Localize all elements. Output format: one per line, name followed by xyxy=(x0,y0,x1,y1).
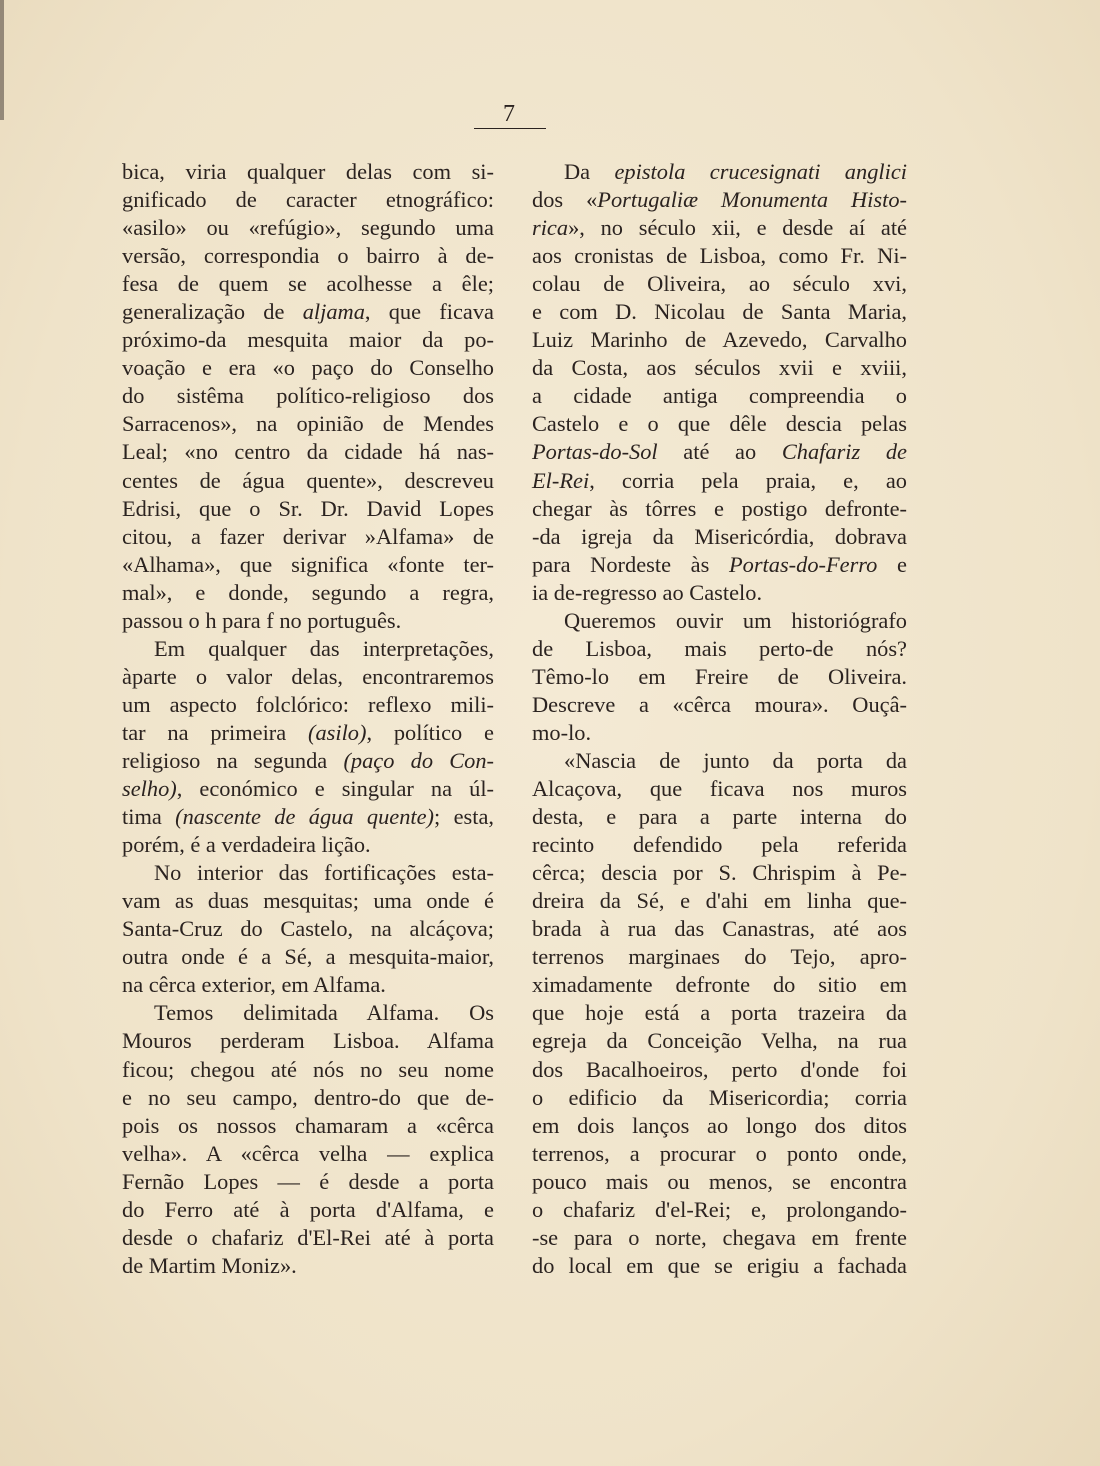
text-line: Temos delimitada Alfama. Os xyxy=(154,1000,494,1026)
text-line: do Ferro até à porta d'Alfama, e xyxy=(122,1196,494,1222)
text-line xyxy=(122,719,494,747)
text-line: passou o h para f no português. xyxy=(122,607,402,633)
text-line: Santa-Cruz do Castelo, na alcáçova; xyxy=(122,916,494,942)
text-line xyxy=(532,551,907,579)
text-line: do local em que se erigiu a fachada xyxy=(532,1252,907,1278)
page-number-rule xyxy=(474,128,546,129)
italic-text: Portas-do-Ferro xyxy=(728,551,878,577)
text-line: pois os nossos chamaram a «cêrca xyxy=(122,1112,494,1138)
text-line: mo-lo. xyxy=(532,719,592,745)
text-line: bica, viria qualquer delas com si- xyxy=(122,159,494,184)
text-segment: para Nordeste às xyxy=(532,551,729,577)
italic-text: Chafariz de xyxy=(781,439,907,465)
italic-text: (paço do Con- xyxy=(343,747,494,773)
text-line: terrenos, a procurar o ponto onde, xyxy=(532,1140,907,1166)
text-line: Fernão Lopes — é desde a porta xyxy=(122,1168,494,1194)
text-segment: religioso na segunda xyxy=(122,747,344,773)
text-line xyxy=(532,467,907,495)
text-segment: ; esta, xyxy=(434,804,494,830)
text-line xyxy=(532,186,907,214)
text-line: «Alhama», que significa «fonte ter- xyxy=(122,551,494,577)
text-line xyxy=(122,775,494,803)
text-line: cêrca; descia por S. Chrispim à Pe- xyxy=(532,860,907,886)
text-segment: tar na primeira xyxy=(122,719,308,745)
italic-text: El-Rei xyxy=(532,467,590,493)
text-segment: , corria pela praia, e, ao xyxy=(589,467,907,493)
text-line: fesa de quem se acolhesse a êle; xyxy=(122,271,494,297)
text-line: a cidade antiga compreendia o xyxy=(532,383,907,409)
left-text-column xyxy=(122,158,494,1280)
text-line: «asilo» ou «refúgio», segundo uma xyxy=(122,215,494,241)
text-line: Sarracenos», na opinião de Mendes xyxy=(122,411,494,437)
text-segment: tima xyxy=(122,804,176,830)
text-line xyxy=(122,747,494,775)
text-line: Castelo e o que dêle descia pelas xyxy=(532,411,907,437)
text-line: na cêrca exterior, em Alfama. xyxy=(122,972,386,998)
text-line: dreira da Sé, e d'ahi em linha que- xyxy=(532,888,907,914)
text-line: porém, é a verdadeira lição. xyxy=(122,832,371,858)
text-line xyxy=(122,803,494,831)
text-line: que hoje está a porta trazeira da xyxy=(532,1000,907,1026)
text-line: ia de-regresso ao Castelo. xyxy=(532,579,763,605)
text-segment: generalização de xyxy=(122,299,303,325)
italic-text: (asilo) xyxy=(307,719,367,745)
text-line xyxy=(122,298,494,326)
italic-text: (nascente de água quente) xyxy=(175,804,435,830)
text-line: o edificio da Misericordia; corria xyxy=(532,1084,907,1110)
text-line: de Lisboa, mais perto-de nós? xyxy=(532,635,907,661)
text-line xyxy=(532,158,907,186)
text-line: Edrisi, que o Sr. Dr. David Lopes xyxy=(122,495,494,521)
text-segment: e xyxy=(877,551,907,577)
text-line: Alcaçova, que ficava nos muros xyxy=(532,776,907,802)
text-line: Mouros perderam Lisboa. Alfama xyxy=(122,1028,494,1054)
text-line: da Costa, aos séculos xvii e xviii, xyxy=(532,355,907,381)
text-line: Leal; «no centro da cidade há nas- xyxy=(122,439,494,465)
text-line: brada à rua das Canastras, até aos xyxy=(532,916,907,942)
text-line: ximadamente defronte do sitio em xyxy=(532,972,907,998)
text-segment: Da xyxy=(564,159,615,184)
text-line xyxy=(532,438,907,466)
text-segment: , económico e singular na úl- xyxy=(176,776,494,802)
text-line: terrenos marginaes do Tejo, apro- xyxy=(532,944,907,970)
text-segment: », no século xii, e desde aí até xyxy=(568,215,907,241)
text-line: -se para o norte, chegava em frente xyxy=(532,1224,907,1250)
text-line: egreja da Conceição Velha, na rua xyxy=(532,1028,907,1054)
text-line: em dois lanços ao longo dos ditos xyxy=(532,1112,907,1138)
right-text-column xyxy=(532,158,907,1280)
italic-text: selho) xyxy=(122,776,177,802)
text-line: o chafariz d'el-Rei; e, prolongando- xyxy=(532,1196,907,1222)
text-line: um aspecto folclórico: reflexo mili- xyxy=(122,691,494,717)
text-line: mal», e donde, segundo a regra, xyxy=(122,579,494,605)
text-line: centes de água quente», descreveu xyxy=(122,467,494,493)
italic-text: epistola crucesignati anglici xyxy=(614,159,907,184)
text-segment: , político e xyxy=(366,719,494,745)
text-line: Queremos ouvir um historiógrafo xyxy=(564,607,907,633)
text-line: e no seu campo, dentro-do que de- xyxy=(122,1084,494,1110)
italic-text: Portugaliæ Monumenta Histo- xyxy=(597,187,907,213)
text-segment: dos « xyxy=(532,187,598,213)
text-line: colau de Oliveira, ao século xvi, xyxy=(532,271,907,297)
page-number: 7 xyxy=(503,101,515,127)
text-line: «Nascia de junto da porta da xyxy=(564,747,907,773)
text-line: voação e era «o paço do Conselho xyxy=(122,355,494,381)
italic-text: rica xyxy=(532,215,569,241)
text-line xyxy=(532,214,907,242)
text-line: versão, correspondia o bairro à de- xyxy=(122,243,494,269)
text-line: -da igreja da Misericórdia, dobrava xyxy=(532,523,907,549)
text-line: outra onde é a Sé, a mesquita-maior, xyxy=(122,944,494,970)
text-line: aos cronistas de Lisboa, como Fr. Ni- xyxy=(532,243,907,269)
text-line: e com D. Nicolau de Santa Maria, xyxy=(532,299,907,325)
text-line: do sistêma político-religioso dos xyxy=(122,383,494,409)
text-line: velha». A «cêrca velha — explica xyxy=(122,1140,494,1166)
text-line: Descreve a «cêrca moura». Ouçâ- xyxy=(532,691,907,717)
page-edge-shadow xyxy=(0,0,4,120)
text-line: gnificado de caracter etnográfico: xyxy=(122,187,494,213)
text-line: pouco mais ou menos, se encontra xyxy=(532,1168,907,1194)
italic-text: aljama xyxy=(302,299,365,325)
italic-text: Portas-do-Sol xyxy=(532,439,658,465)
text-line: ficou; chegou até nós no seu nome xyxy=(122,1056,494,1082)
text-line: recinto defendido pela referida xyxy=(532,832,907,858)
text-line: citou, a fazer derivar »Alfama» de xyxy=(122,523,494,549)
text-line: chegar às tôrres e postigo defronte- xyxy=(532,495,907,521)
text-line: vam as duas mesquitas; uma onde é xyxy=(122,888,494,914)
text-segment: até ao xyxy=(657,439,782,465)
text-line: Em qualquer das interpretações, xyxy=(154,635,494,661)
text-line: de Martim Moniz». xyxy=(122,1252,297,1278)
text-line: No interior das fortificações esta- xyxy=(154,860,494,886)
text-line: Têmo-lo em Freire de Oliveira. xyxy=(532,663,907,689)
text-line: dos Bacalhoeiros, perto d'onde foi xyxy=(532,1056,907,1082)
text-line: próximo-da mesquita maior da po- xyxy=(122,327,494,353)
text-segment: , que ficava xyxy=(364,299,494,325)
text-line: àparte o valor delas, encontraremos xyxy=(122,663,494,689)
text-line: Luiz Marinho de Azevedo, Carvalho xyxy=(532,327,907,353)
text-line: desde o chafariz d'El-Rei até à porta xyxy=(122,1224,494,1250)
text-line: desta, e para a parte interna do xyxy=(532,804,907,830)
